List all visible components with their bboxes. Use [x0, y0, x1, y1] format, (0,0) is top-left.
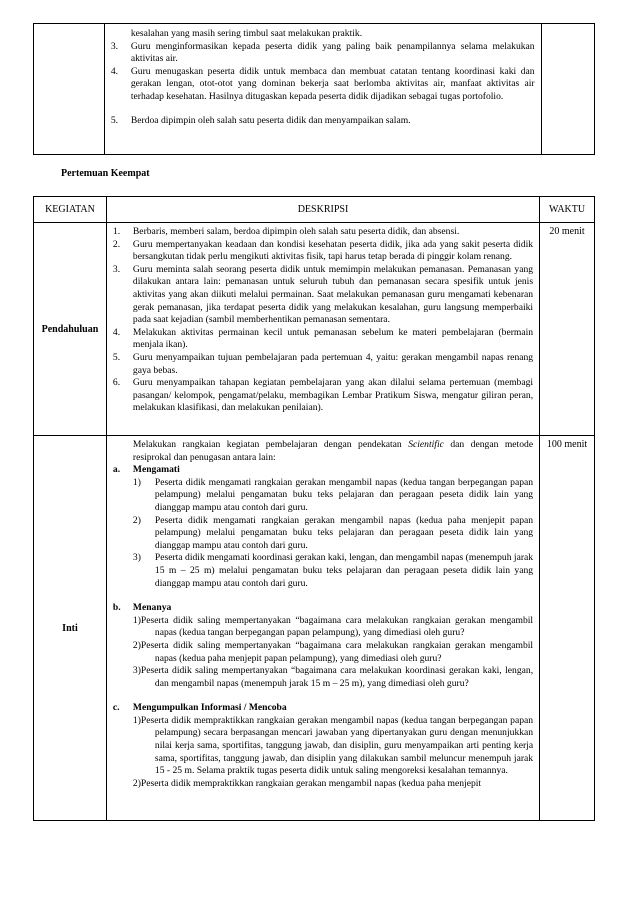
inti-description: [106, 436, 539, 821]
mencoba-item: 2)Peserta didik mempraktikkan rangkaian gerakan mengambil napas (kedua paha menjepit: [132, 777, 482, 789]
inti-section-c-title: c. Mengumpulkan Informasi / Mencoba: [112, 702, 287, 714]
pendahuluan-item: 3. Guru meminta salah seorang peserta didik untuk memimpin melakukan pemanasan. Pemanasan yang dilakukan antara lain: pemanasan untuk seluruh tubuh dan pemanasan secara spesifik untuk jenis aktivitas yang akan diikuti melalui permainan. Saat melakukan pemanasan guru mengamati kebenaran gerak pemanasan, jika terdapat peserta didik yang melakukan kesalahan, guru langsung memperbaiki pada saat kejadian (sambil memberhentikan pemanasan sementara.: [112, 263, 534, 326]
pendahuluan-description: [106, 223, 539, 436]
menanya-item: 2)Peserta didik saling mempertanyakan “bagaimana cara melakukan rangkaian gerakan mengambil napas (kedua paha menjepit papan pelampung), yang dimediasi oleh guru?: [132, 639, 534, 664]
top-list-item: 5. Berdoa dipimpin oleh salah satu peserta didik dan menyampaikan salam.: [110, 114, 411, 126]
top-table: [33, 23, 595, 155]
pendahuluan-item: 6. Guru menyampaikan tahapan kegiatan pembelajaran yang akan dilalui selama pertemuan (membagi pasangan/ kelompok, pengamat/pelaku, membagikan Lembar Pratikum Siswa, mengatur giliran peran, melakukan klasifikasi, dan melakukan penilaian).: [112, 377, 534, 414]
top-deskripsi-cell: [104, 24, 541, 155]
top-intro-line: kesalahan yang masih sering timbul saat melakukan praktik.: [130, 28, 363, 39]
inti-section-a-title: a. Mengamati: [112, 464, 180, 476]
pendahuluan-item: 1. Berbaris, memberi salam, berdoa dipimpin oleh salah satu peserta didik, dan absensi.: [112, 226, 460, 237]
pendahuluan-item: 2. Guru mempertanyakan keadaan dan kondisi kesehatan peserta didik, jika ada yang sakit peserta didik bersangkutan tidak perlu mengikuti aktivitas fisik, tapi harus tetap berada di pinggir kolam renang.: [112, 238, 534, 263]
main-table: [33, 196, 595, 821]
mengamati-item: 3) Peserta didik mengamati koordinasi gerakan kaki, lengan, dan mengambil napas (menempuh jarak 15 m – 25 m) melalui pengamatan buku teks pelajaran dan peragaan peseta didik lain yang dianggap mampu atau contoh dari guru.: [132, 552, 534, 589]
header-waktu: WAKTU: [540, 197, 595, 223]
inti-section-b-title: b. Menanya: [112, 602, 172, 614]
menanya-item: 1)Peserta didik saling mempertanyakan “bagaimana cara melakukan rangkaian gerakan mengambil napas (kedua tangan berpegangan papan pelampung), yang dimediasi oleh guru?: [132, 614, 534, 639]
top-waktu-cell: [541, 24, 594, 155]
pendahuluan-item: 4. Melakukan aktivitas permainan kecil untuk pemanasan sebelum ke materi pembelajaran (bermain menjala ikan).: [112, 326, 534, 351]
pendahuluan-item: 5. Guru menyampaikan tujuan pembelajaran pada pertemuan 4, yaitu: gerakan mengambil napas renang gaya bebas.: [112, 351, 534, 376]
mengamati-item: 2) Peserta didik mengamati rangkaian gerakan mengambil napas (kedua paha menjepit papan pelampung) melalui pengamatan buku teks pelajaran dan peragaan peseta didik lain yang dianggap mampu atau contoh dari guru.: [132, 514, 534, 551]
top-list-item: 3. Guru menginformasikan kepada peserta didik yang paling baik penampilannya selama melakukan aktivitas air.: [110, 40, 535, 65]
inti-label: Inti: [34, 436, 107, 821]
pendahuluan-label: Pendahuluan: [34, 223, 107, 436]
inti-intro: Melakukan rangkaian kegiatan pembelajaran dengan pendekatan Scientific dan dengan metode resiprokal dan penugasan antara lain:: [132, 439, 534, 463]
inti-time: 100 menit: [540, 436, 595, 821]
section-heading: Pertemuan Keempat: [61, 168, 150, 179]
header-kegiatan: KEGIATAN: [34, 197, 107, 223]
header-deskripsi: DESKRIPSI: [106, 197, 539, 223]
mencoba-item: 1)Peserta didik mempraktikkan rangkaian gerakan mengambil napas (kedua tangan berpegangan papan pelampung) secara berpasangan mencari jawaban yang dipertanyakan guru dengan menunjukkan nilai kerja sama, sportifitas, tanggung jawab, dan disiplin, guru menyampaikan arti penting kerja sama, sportifitas, tanggung jawab, dan disiplin yang dilakukan sambil meluncur menempuh jarak 15 - 25 m. Selama praktik tugas peserta didik untuk saling mengoreksi kesalahan temannya.: [132, 714, 534, 777]
top-kegiatan-cell: [34, 24, 105, 155]
menanya-item: 3)Peserta didik saling mempertanyakan “bagaimana cara melakukan koordinasi gerakan kaki, lengan, dan mengambil napas (menempuh jarak 15 m – 25 m), yang dimediasi oleh guru?: [132, 665, 534, 689]
pendahuluan-time: 20 menit: [540, 223, 595, 436]
mengamati-item: 1) Peserta didik mengamati rangkaian gerakan mengambil napas (kedua tangan berpegangan papan pelampung) melalui pengamatan buku teks pelajaran dan peragaan peseta didik lain yang dianggap mampu atau contoh dari guru.: [132, 476, 534, 513]
top-list-item: 4. Guru menugaskan peserta didik untuk membaca dan membuat catatan tentang koordinasi kaki dan gerakan lengan, otot-otot yang dominan bekerja saat berlomba aktivitas air, manfaat aktivitas air terhadap kesehatan. Hasilnya ditugaskan kepada peserta didik dijadikan sebagai tugas portofolio.: [110, 65, 535, 102]
